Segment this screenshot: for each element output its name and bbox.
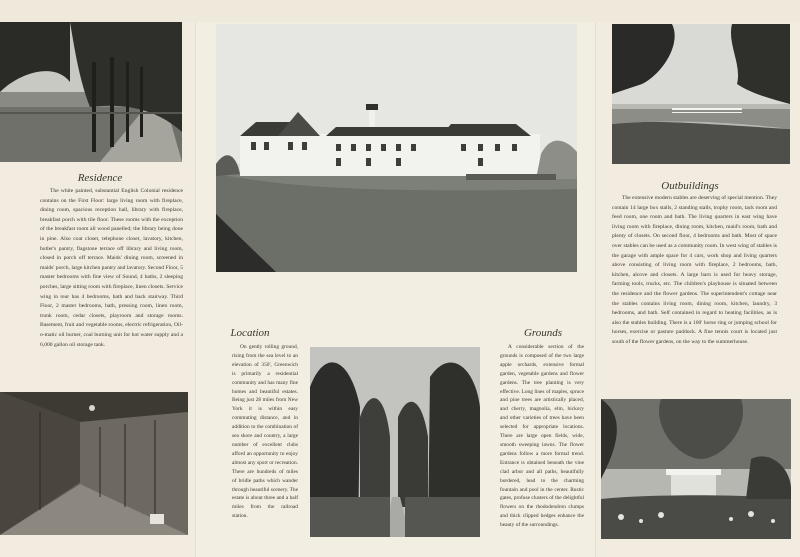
location-heading: Location	[230, 327, 270, 339]
grounds-paragraph: A considerable section of the grounds is composed of the two large apple orchards, extensive formal garden, vegetable gardens and flower gardens. The tree planting is very effective. Long lines of maples, spruce and pine trees are artistically placed, and cherry, magnolia, elm, hickory and other varieties of trees have been selected for appropriate locations. There are large open fields, wide, smooth sweeping lawns. The flower gardens follow a more formal trend. Entrance is obtained beneath the vine clad arbor and all paths, beautifully bordered, lead to the charming fountain and pool in the center. Rustic gates, profuse clusters of the delightful flowers on the rhododendron clumps and thick clipped hedges enhance the beauty of the surroundings.	[500, 344, 584, 529]
photo-formal-garden	[601, 399, 791, 539]
photo-garden-path	[310, 347, 480, 537]
outbuildings-heading: Outbuildings	[661, 180, 719, 192]
photo-stable-interior	[0, 392, 188, 535]
fold-line-right	[595, 22, 596, 557]
grounds-heading: Grounds	[523, 327, 563, 339]
fold-line-left	[195, 22, 196, 557]
location-text	[232, 343, 298, 521]
grounds-text	[500, 343, 584, 530]
residence-text	[40, 187, 183, 350]
photo-tree-lined-drive	[0, 22, 182, 162]
location-paragraph: On gently rolling ground, rising from the sea level to an elevation of 350', Greenwich is primarily a residential community and has many fine homes and beautiful estates. Being just 28 miles from New York it is within easy commuting distance, and in addition to the combination of sea shore and country, a large number of excellent clubs afford an opportunity to enjoy almost any sport or recreation. There are hundreds of miles of bridle paths which wander through beautiful scenery. The estate is about three and a half miles from the railroad station.	[232, 344, 298, 520]
residence-paragraph: The white painted, substantial English Colonial residence contains on the First Floor: large living room with fireplace, dining room, spacious reception hall, library with fireplace, breakfast porch with tile floor. These rooms with the exception of the breakfast room all wood panelled; the library being done in pine. Also coat closet, telephone closet, lavatory, kitchen, butler's pantry, flagstone terrace off library and living room, closed in porch off terrace. Maids' dining room, screened in maids' porch, large kitchen pantry and lavatory. Second Floor, 5 master bedrooms with fine view of Sound, 4 baths, 2 sleeping porches, large sitting room with fireplace, linen closets. Service wing in rear has 4 bedrooms, bath and back stairway. Third Floor, 2 master bedrooms, bath, pressing room, linen room, trunk room, cedar closets, playroom and storage rooms. Basement, fruit and vegetable rooms, electric refrigeration, Oil-o-matic oil burner, coal burning unit for hot water supply and a 6,000 gallon oil storage tank.	[40, 188, 183, 348]
photo-main-residence	[216, 24, 577, 272]
outbuildings-text	[612, 194, 777, 348]
photo-paddock-fields	[612, 24, 790, 164]
residence-heading: Residence	[77, 172, 123, 184]
outbuildings-paragraph: The extensive modern stables are deserving of special mention. They contain 14 large box stalls, 2 standing stalls, trophy room, tack room and feed room, one room and bath. The living quarters in east wing have living room with fireplace, dining room, kitchen, maid's room, bath and plenty of closets. On second floor, 4 bedrooms and bath. Most of space over stables can be used as a community room. In west wing of stables is the garage with ample space for 4 cars, work shop and living quarters above consisting of living room with fireplace, 2 bedrooms, bath, kitchen, alcove and closets. A large barn is used for heavy storage, farming tools, trucks, etc. The children's playhouse is situated between the residence and the flower gardens. The superintendent's cottage near the stables contains living room, dining room, kitchen, laundry, 3 bedrooms, and bath. Self contained in regard to heating facilities, as is also the stables building. There is a 100' horse ring or jumping school for horses, exercise or pasture paddock. A fine tennis court is located just south of the flower gardens, on the way to the summerhouse.	[612, 195, 777, 345]
